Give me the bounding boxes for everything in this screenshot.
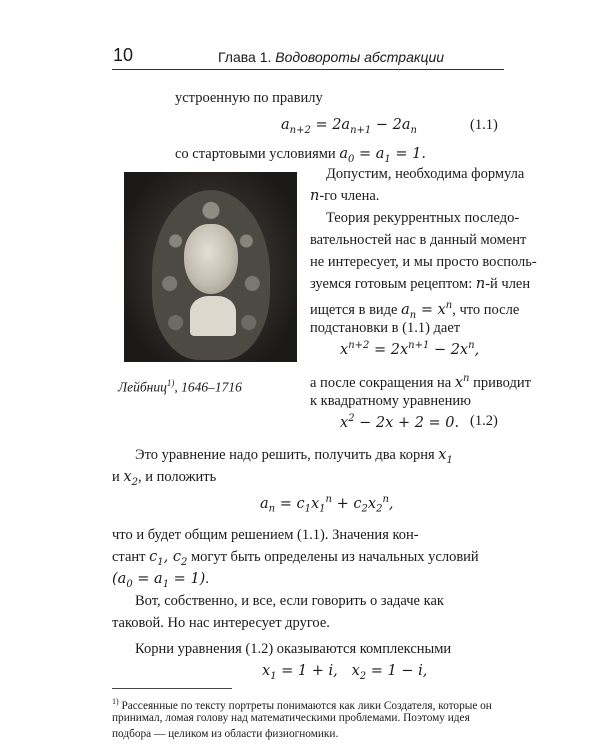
- body-line: ищется в виде $a_n = x^n$, что после: [310, 300, 520, 321]
- equation-1-2: $x^2 - 2x + 2 = 0$.: [340, 413, 460, 431]
- body-line: что и будет общим решением (1.1). Значения кон-: [112, 527, 419, 543]
- running-header: [218, 49, 444, 65]
- body-line: таковой. Но нас интересует другое.: [112, 615, 330, 631]
- equation-complex-roots: $x_1 = 1 + i$, $x_2 = 1 - i$,: [262, 663, 428, 682]
- body-line: вательностей нас в данный момент: [310, 232, 527, 248]
- body-line: $(a_0 = a_1 = 1)$.: [112, 571, 209, 590]
- body-line: n-го члена.: [310, 188, 380, 204]
- body-line: зуемся готовым рецептом: n-й член: [310, 276, 531, 292]
- portrait-caption: Лейбниц$^{1)}$, 1646–1716: [118, 378, 242, 395]
- footnote-line: $^{1)}$ Рассеянные по тексту портреты понимаются как лики Создателя, которые он: [112, 697, 492, 712]
- body-line: к квадратному уравнению: [310, 393, 471, 409]
- header-rule: [112, 69, 504, 70]
- body-line: Корни уравнения (1.2) оказываются комплексными: [135, 641, 452, 657]
- body-line: подстановки в (1.1) дает: [310, 320, 461, 336]
- body-line: устроенную по правилу: [175, 90, 323, 106]
- body-line: Это уравнение надо решить, получить два корня $x_1$: [135, 447, 453, 466]
- portrait-collar: [190, 296, 236, 336]
- body-line: Теория рекуррентных последо-: [326, 210, 520, 226]
- equation-number: (1.1): [470, 117, 498, 133]
- footnote-marker: 1): [112, 697, 119, 706]
- body-line: стант $c_1$, $c_2$ могут быть определены из начальных условий: [112, 549, 479, 568]
- equation-substituted: $x^{n+2} = 2x^{n+1} - 2x^n$,: [340, 340, 480, 358]
- equation-1-1: $a_{n+2} = 2a_{n+1} - 2a_n$: [281, 117, 417, 136]
- equation-general-solution: $a_n = c_1x_1^n + c_2x_2^n$,: [260, 494, 394, 515]
- portrait-image: [124, 172, 297, 362]
- footnote-line: принимал, ломая голову над математическими проблемами. Поэтому идея: [112, 712, 470, 724]
- body-line: а после сокращения на $x^n$ приводит: [310, 373, 531, 391]
- chapter-title: Водовороты абстракции: [275, 49, 445, 65]
- chapter-label: Глава 1.: [218, 49, 272, 65]
- body-line: и $x_2$, и положить: [112, 469, 217, 488]
- page-number: 10: [113, 45, 134, 65]
- body-line: Вот, собственно, и все, если говорить о задаче как: [135, 593, 444, 609]
- equation-number: (1.2): [470, 413, 498, 429]
- body-line: со стартовыми условиями $a_0 = a_1 = 1$.: [175, 146, 426, 165]
- footnote-rule: [112, 688, 232, 689]
- body-line: не интересует, и мы просто восполь-: [310, 254, 537, 270]
- body-line: Допустим, необходима формула: [326, 166, 525, 182]
- footnote-line: подбора — целиком из области физиогномики.: [112, 728, 339, 740]
- portrait-face: [184, 224, 238, 294]
